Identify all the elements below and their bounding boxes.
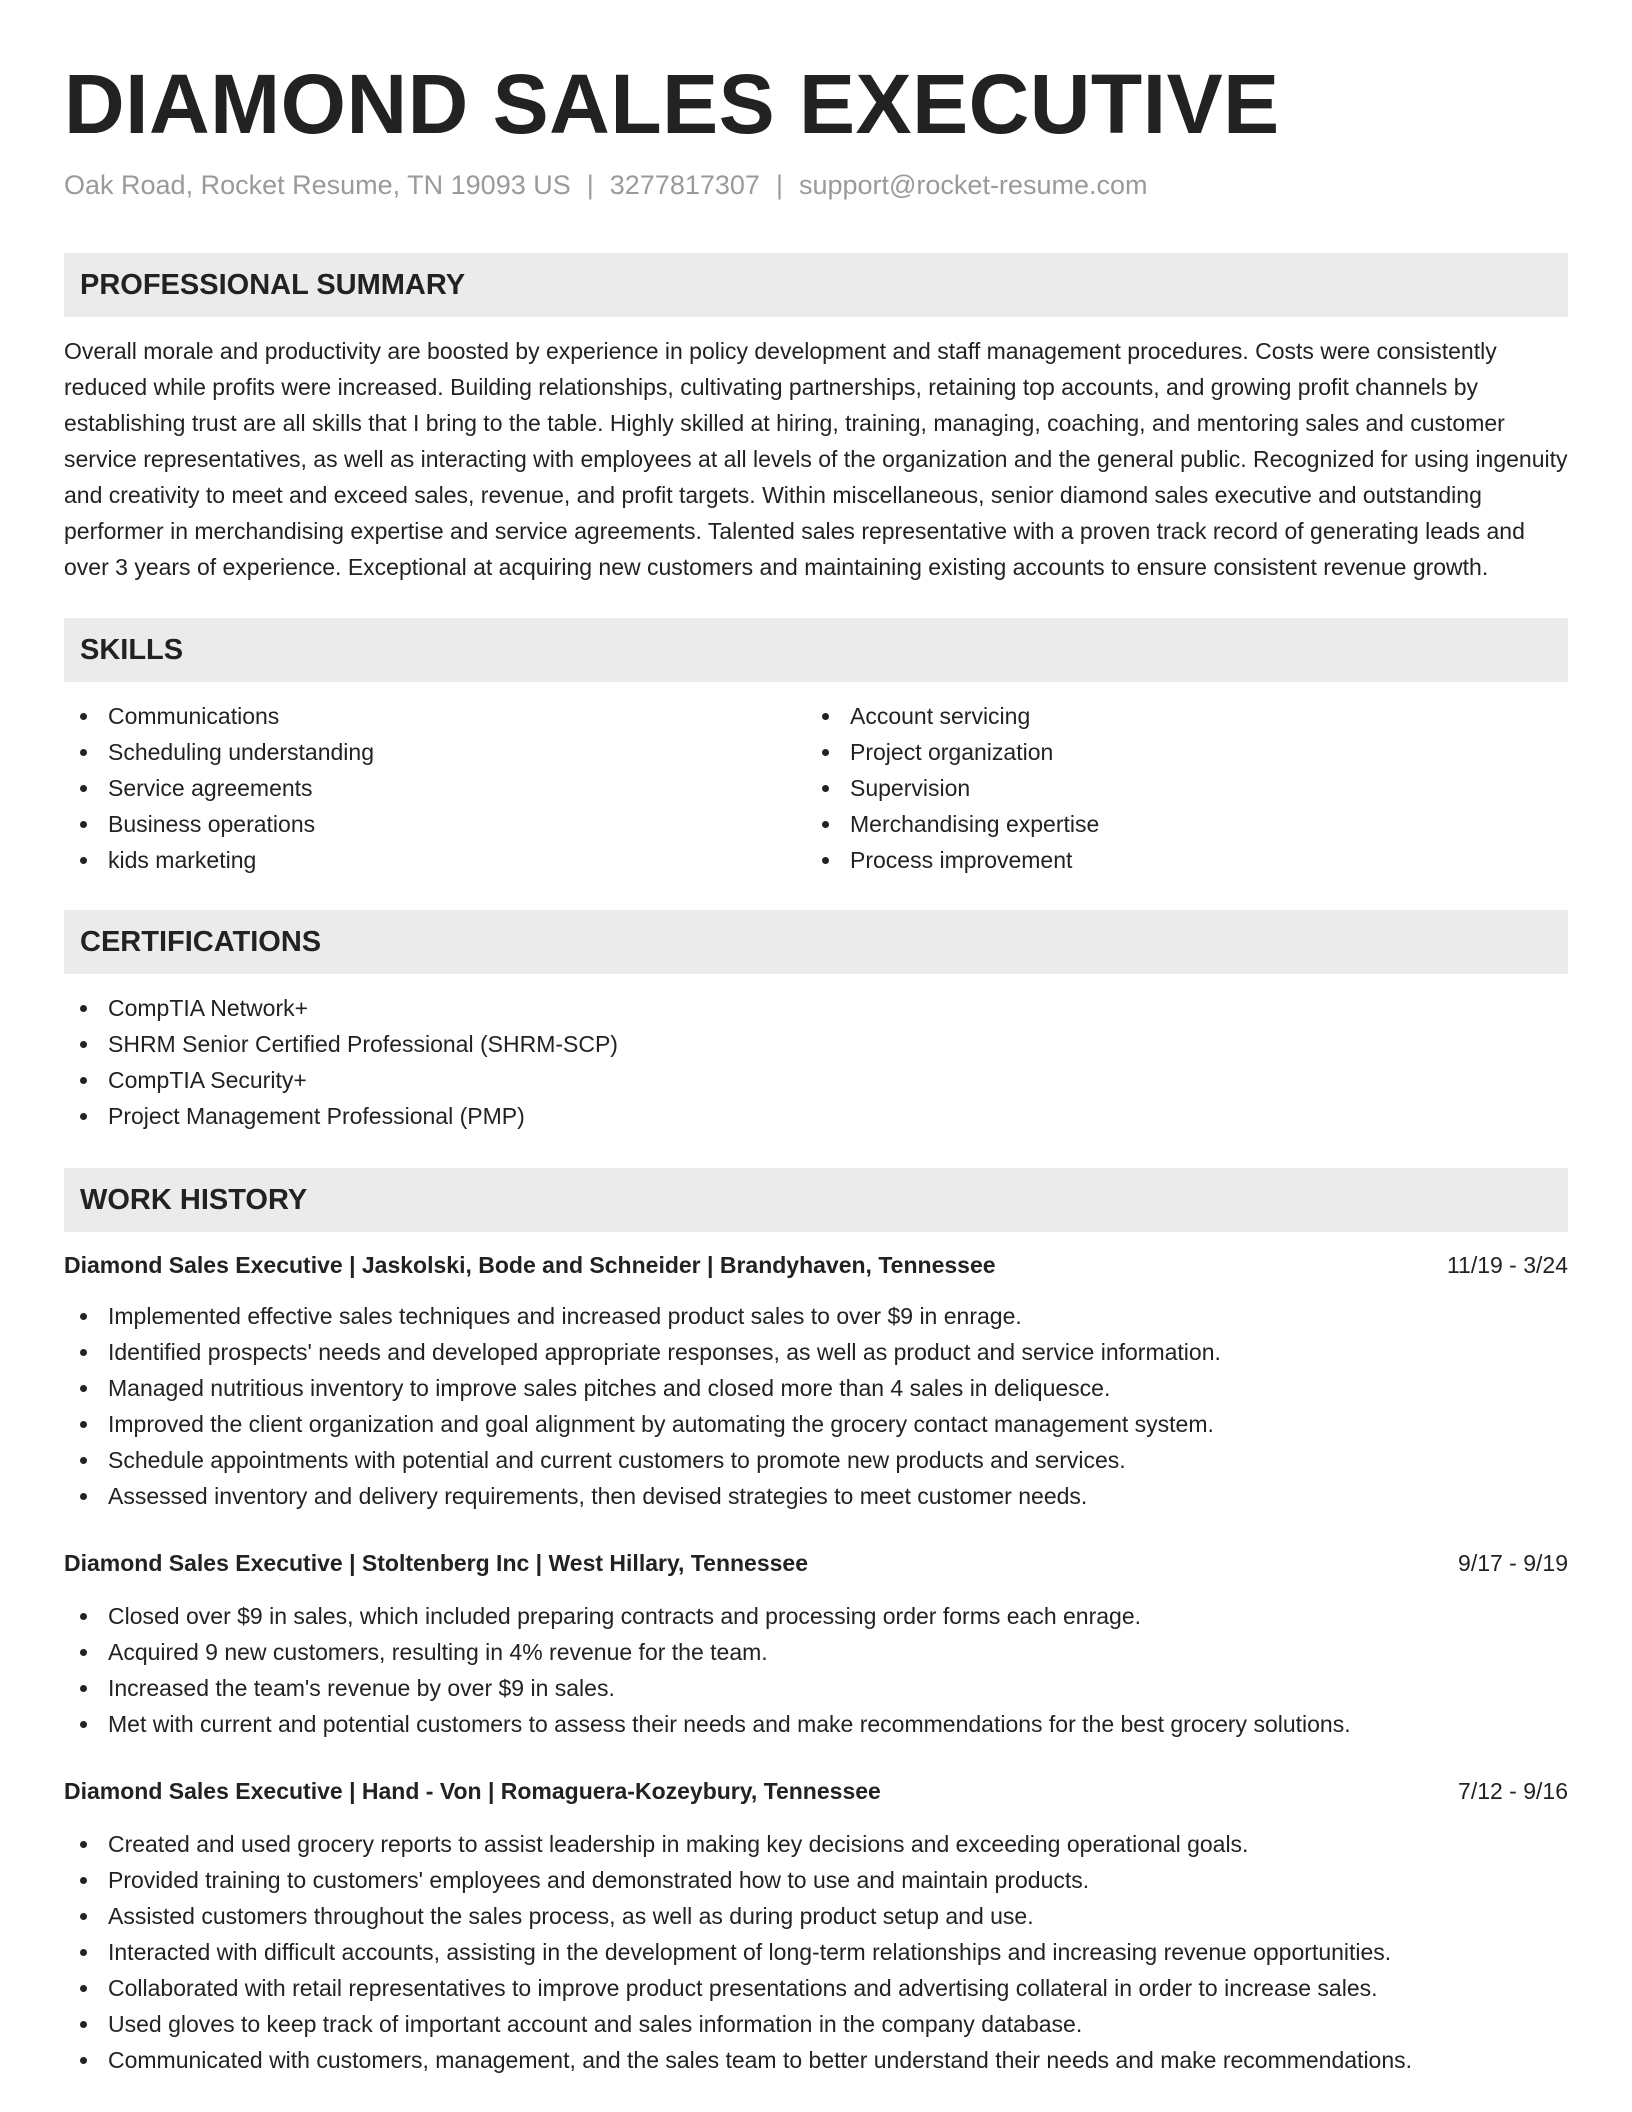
job-header bbox=[64, 1248, 1568, 1282]
job-bullet: Identified prospects' needs and developed appropriate responses, as well as product and service information. bbox=[64, 1334, 1568, 1370]
job-dates: 11/19 - 3/24 bbox=[1446, 1252, 1568, 1278]
job-bullet: Met with current and potential customers to assess their needs and make recommendations for the best grocery solutions. bbox=[64, 1706, 1568, 1742]
contact-line bbox=[64, 168, 1568, 202]
job-title: Diamond Sales Executive | Hand - Von | Romaguera-Kozeybury, Tennessee bbox=[64, 1778, 881, 1804]
contact-separator: | bbox=[775, 170, 783, 200]
job-bullet: Implemented effective sales techniques and increased product sales to over $9 in enrage. bbox=[64, 1298, 1568, 1334]
resume-page bbox=[64, 0, 1568, 2078]
certification-item: CompTIA Security+ bbox=[64, 1062, 1568, 1098]
job-entry bbox=[64, 1248, 1568, 1514]
job-bullet: Assessed inventory and delivery requirements, then devised strategies to meet customer needs. bbox=[64, 1478, 1568, 1514]
skill-item: Business operations bbox=[64, 806, 806, 842]
skill-item: Service agreements bbox=[64, 770, 806, 806]
skill-item: Communications bbox=[64, 698, 806, 734]
section-header-certifications: CERTIFICATIONS bbox=[64, 910, 1568, 974]
summary-text: Overall morale and productivity are boosted by experience in policy development and staff management procedures. Costs were consistently reduced while profits were increased. Building relationships, cultivating partnerships, retaining top accounts, and growing profit channels by establishing trust are all skills that I bring to the table. Highly skilled at hiring, training, managing, coaching, and mentoring sales and customer service representatives, as well as interacting with employees at all levels of the organization and the general public. Recognized for using ingenuity and creativity to meet and exceed sales, revenue, and profit targets. Within miscellaneous, senior diamond sales executive and outstanding performer in merchandising expertise and service agreements. Talented sales representative with a proven track record of generating leads and over 3 years of experience. Exceptional at acquiring new customers and maintaining existing accounts to ensure consistent revenue growth. bbox=[64, 338, 1568, 580]
certifications-list bbox=[64, 990, 1568, 1134]
job-bullet: Created and used grocery reports to assist leadership in making key decisions and exceeding operational goals. bbox=[64, 1826, 1568, 1862]
skill-item: kids marketing bbox=[64, 842, 806, 878]
skills-list-left bbox=[64, 698, 806, 878]
skill-item: Scheduling understanding bbox=[64, 734, 806, 770]
skills-grid bbox=[64, 698, 1568, 878]
contact-separator: | bbox=[586, 170, 594, 200]
job-header bbox=[64, 1546, 1568, 1580]
certification-item: SHRM Senior Certified Professional (SHRM-SCP) bbox=[64, 1026, 1568, 1062]
email-text: support@rocket-resume.com bbox=[798, 170, 1148, 200]
skill-item: Merchandising expertise bbox=[806, 806, 1548, 842]
job-bullet: Communicated with customers, management, and the sales team to better understand their needs and make recommendations. bbox=[64, 2042, 1568, 2078]
job-bullet: Assisted customers throughout the sales process, as well as during product setup and use. bbox=[64, 1898, 1568, 1934]
skill-item: Account servicing bbox=[806, 698, 1548, 734]
job-title: Diamond Sales Executive | Stoltenberg Inc | West Hillary, Tennessee bbox=[64, 1550, 809, 1576]
skill-item: Supervision bbox=[806, 770, 1548, 806]
job-bullet: Improved the client organization and goal alignment by automating the grocery contact management system. bbox=[64, 1406, 1568, 1442]
job-entry bbox=[64, 1774, 1568, 2078]
job-dates: 7/12 - 9/16 bbox=[1458, 1778, 1568, 1804]
job-bullet: Collaborated with retail representatives to improve product presentations and advertising collateral in order to increase sales. bbox=[64, 1970, 1568, 2006]
job-bullet: Interacted with difficult accounts, assisting in the development of long-term relationships and increasing revenue opportunities. bbox=[64, 1934, 1568, 1970]
job-bullets bbox=[64, 1598, 1568, 1742]
job-bullet: Managed nutritious inventory to improve sales pitches and closed more than 4 sales in deliquesce. bbox=[64, 1370, 1568, 1406]
skills-list-right bbox=[806, 698, 1548, 878]
section-header-summary: PROFESSIONAL SUMMARY bbox=[64, 253, 1568, 317]
skill-item: Project organization bbox=[806, 734, 1548, 770]
job-header bbox=[64, 1774, 1568, 1808]
phone-text: 3277817307 bbox=[609, 170, 760, 200]
address-text: Oak Road, Rocket Resume, TN 19093 US bbox=[64, 170, 571, 200]
certification-item: Project Management Professional (PMP) bbox=[64, 1098, 1568, 1134]
job-bullet: Increased the team's revenue by over $9 in sales. bbox=[64, 1670, 1568, 1706]
skill-item: Process improvement bbox=[806, 842, 1548, 878]
certification-item: CompTIA Network+ bbox=[64, 990, 1568, 1026]
candidate-name: DIAMOND SALES EXECUTIVE bbox=[64, 57, 1280, 151]
job-dates: 9/17 - 9/19 bbox=[1458, 1550, 1568, 1576]
job-bullets bbox=[64, 1826, 1568, 2078]
job-bullet: Provided training to customers' employees and demonstrated how to use and maintain products. bbox=[64, 1862, 1568, 1898]
job-entry bbox=[64, 1546, 1568, 1742]
job-bullet: Schedule appointments with potential and current customers to promote new products and services. bbox=[64, 1442, 1568, 1478]
job-title: Diamond Sales Executive | Jaskolski, Bode and Schneider | Brandyhaven, Tennessee bbox=[64, 1252, 996, 1278]
section-header-work-history: WORK HISTORY bbox=[64, 1168, 1568, 1232]
section-header-skills: SKILLS bbox=[64, 618, 1568, 682]
job-bullet: Used gloves to keep track of important account and sales information in the company database. bbox=[64, 2006, 1568, 2042]
job-bullet: Closed over $9 in sales, which included preparing contracts and processing order forms each enrage. bbox=[64, 1598, 1568, 1634]
job-bullets bbox=[64, 1298, 1568, 1514]
job-bullet: Acquired 9 new customers, resulting in 4% revenue for the team. bbox=[64, 1634, 1568, 1670]
